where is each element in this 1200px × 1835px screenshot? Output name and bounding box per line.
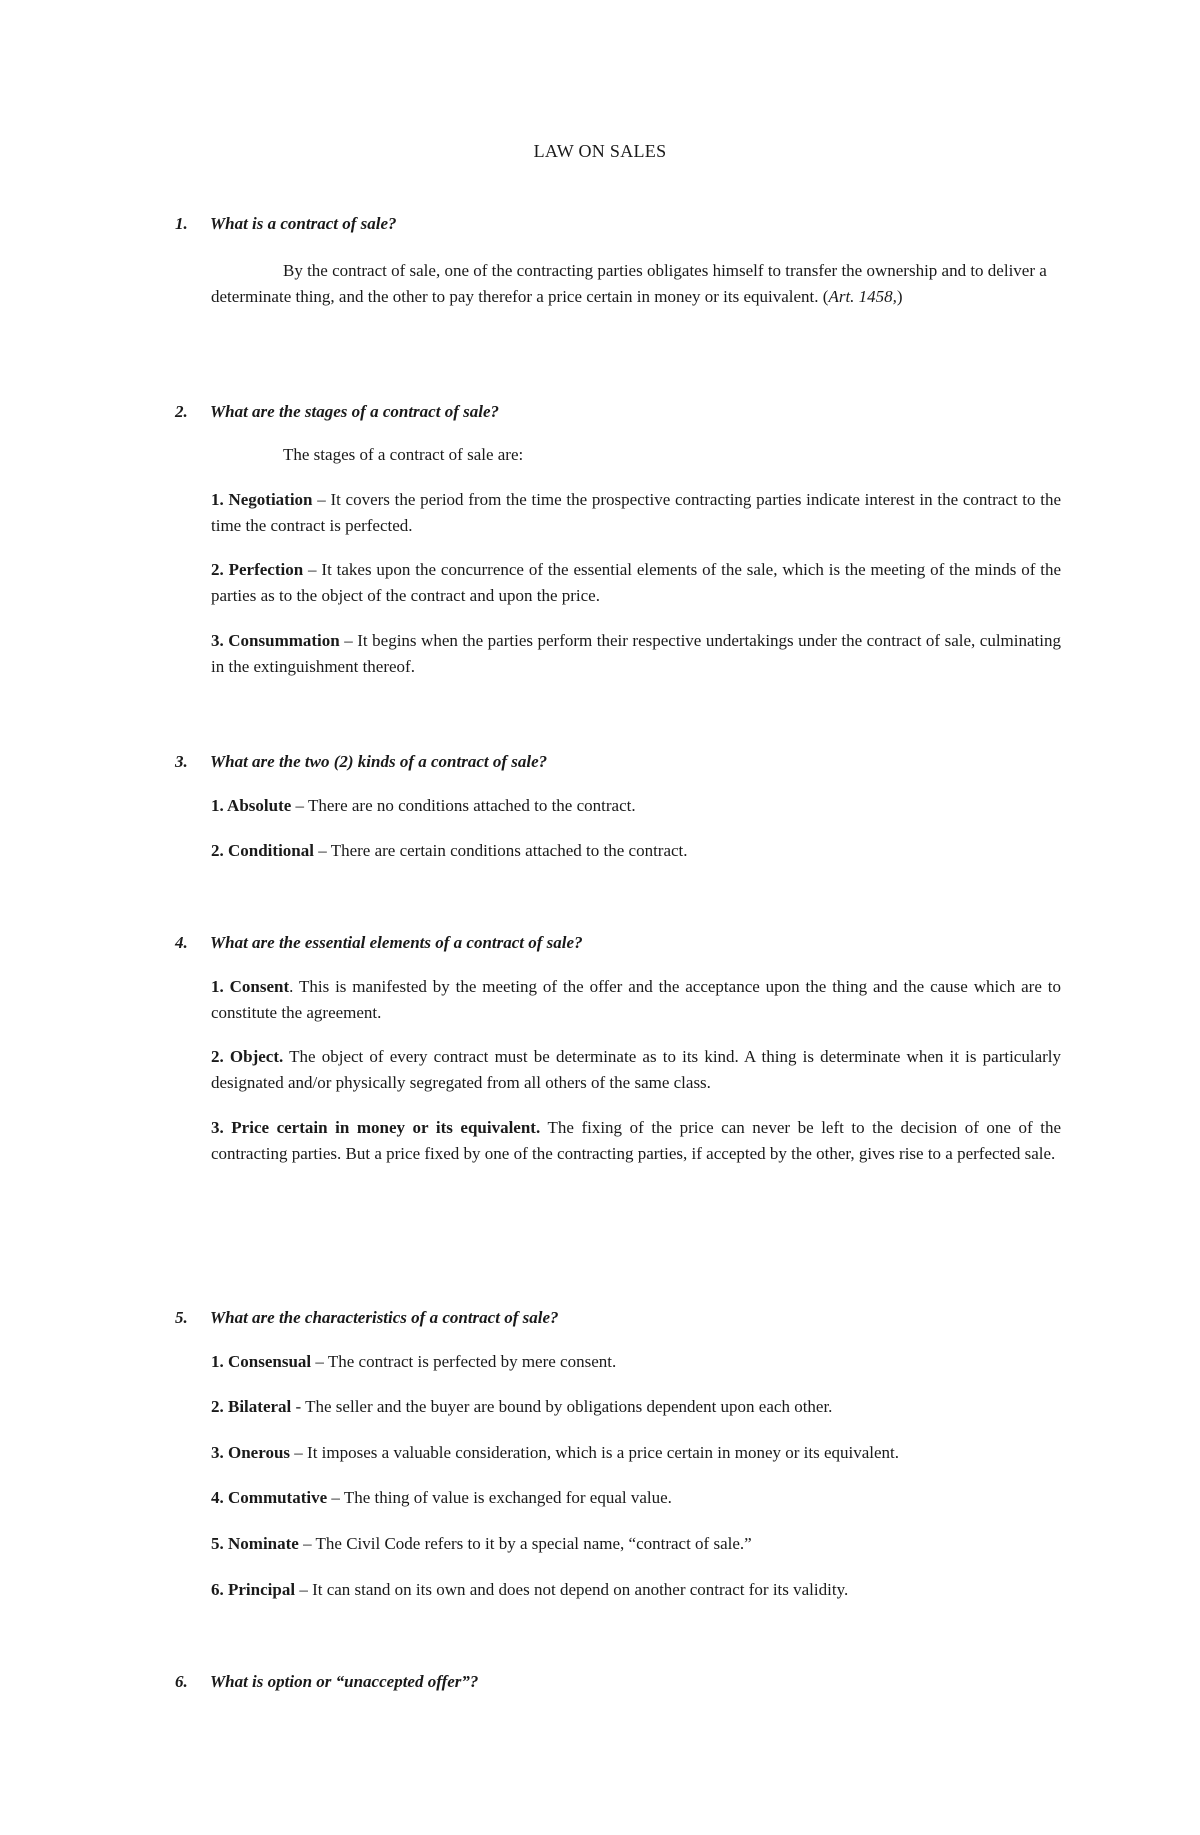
item-separator: – bbox=[295, 1580, 313, 1599]
list-item bbox=[211, 974, 1061, 1026]
item-label: 1. Consent bbox=[211, 977, 290, 996]
item-label: 3. Onerous bbox=[211, 1443, 291, 1462]
item-label: 3. Consummation bbox=[211, 631, 340, 650]
item-label: 2. Object. bbox=[211, 1047, 284, 1066]
answer-body: By the contract of sale, one of the contracting parties obligates himself to transfer the ownership and to deliver a determinate thing, and the other to pay therefor a price certain in money or its equivalent. ( bbox=[211, 261, 1047, 306]
question-number: 3. bbox=[175, 752, 188, 771]
question-number: 6. bbox=[175, 1672, 188, 1691]
question-text: What is a contract of sale? bbox=[210, 214, 397, 233]
item-separator: – bbox=[313, 841, 331, 860]
question-text: What are the two (2) kinds of a contract of sale? bbox=[210, 752, 548, 771]
question-5 bbox=[175, 1308, 558, 1328]
item-separator: – bbox=[327, 1488, 344, 1507]
question-text: What is option or “unaccepted offer”? bbox=[210, 1672, 479, 1691]
list-item bbox=[211, 1577, 1061, 1603]
question-number: 1. bbox=[175, 214, 188, 233]
list-item bbox=[211, 838, 1061, 864]
list-item bbox=[211, 557, 1061, 609]
question-4 bbox=[175, 933, 583, 953]
document-title: LAW ON SALES bbox=[533, 141, 667, 161]
item-label: 5. Nominate bbox=[211, 1534, 299, 1553]
question-text: What are the characteristics of a contract of sale? bbox=[210, 1308, 559, 1327]
list-item bbox=[211, 487, 1061, 539]
item-label: 2. Perfection bbox=[211, 560, 304, 579]
item-text: It covers the period from the time the prospective contracting parties indicate interest in the contract to the time the contract is perfected. bbox=[211, 490, 1062, 535]
item-text: The object of every contract must be determinate as to its kind. A thing is determinate when it is particularly designated and/or physically segregated from all others of the same class. bbox=[211, 1047, 1062, 1092]
item-separator: – bbox=[312, 490, 331, 509]
question-number: 4. bbox=[175, 933, 188, 952]
item-separator: – bbox=[290, 1443, 308, 1462]
question-3 bbox=[175, 752, 547, 772]
item-text: It takes upon the concurrence of the essential elements of the sale, which is the meeting of the minds of the parties as to the object of the contract and upon the price. bbox=[211, 560, 1062, 605]
item-label: 6. Principal bbox=[211, 1580, 296, 1599]
question-number: 5. bbox=[175, 1308, 188, 1327]
item-text: The fixing of the price can never be left to the decision of one of the contracting parties. But a price fixed by one of the contracting parties, if accepted by the other, gives rise to a perfected sale. bbox=[211, 1118, 1061, 1163]
list-item bbox=[211, 793, 1061, 819]
item-text: The contract is perfected by mere consent. bbox=[327, 1352, 617, 1371]
item-text: It can stand on its own and does not depend on another contract for its validity. bbox=[312, 1580, 849, 1599]
item-separator: . bbox=[289, 977, 299, 996]
item-separator: – bbox=[339, 631, 358, 650]
item-label: 1. Consensual bbox=[211, 1352, 312, 1371]
item-separator: – bbox=[303, 560, 322, 579]
citation-close: ) bbox=[896, 287, 903, 306]
item-label: 2. Bilateral bbox=[211, 1397, 292, 1416]
item-text: The Civil Code refers to it by a special name, “contract of sale.” bbox=[315, 1534, 752, 1553]
item-separator: – bbox=[298, 1534, 316, 1553]
question-number: 2. bbox=[175, 402, 188, 421]
item-text: It imposes a valuable consideration, which is a price certain in money or its equivalent. bbox=[307, 1443, 900, 1462]
item-text: There are certain conditions attached to the contract. bbox=[330, 841, 688, 860]
item-text: It begins when the parties perform their respective undertakings under the contract of sale, culminating in the extinguishment thereof. bbox=[211, 631, 1061, 676]
item-label: 4. Commutative bbox=[211, 1488, 328, 1507]
answer-1 bbox=[211, 258, 1061, 310]
list-item bbox=[211, 1115, 1061, 1167]
article-citation: Art. 1458, bbox=[828, 287, 897, 306]
item-label: 1. Absolute bbox=[211, 796, 292, 815]
list-item bbox=[211, 1440, 1061, 1466]
item-label: 1. Negotiation bbox=[211, 490, 313, 509]
question-text: What are the essential elements of a contract of sale? bbox=[210, 933, 583, 952]
item-text: There are no conditions attached to the contract. bbox=[308, 796, 636, 815]
item-separator: - bbox=[291, 1397, 306, 1416]
question-6 bbox=[175, 1672, 478, 1692]
list-item bbox=[211, 1394, 1061, 1420]
question-1 bbox=[175, 214, 397, 234]
question-2 bbox=[175, 402, 499, 422]
list-item bbox=[211, 1485, 1061, 1511]
item-separator: – bbox=[311, 1352, 328, 1371]
item-text: The seller and the buyer are bound by obligations dependent upon each other. bbox=[305, 1397, 833, 1416]
item-text: This is manifested by the meeting of the offer and the acceptance upon the thing and the cause which are to constitute the agreement. bbox=[211, 977, 1061, 1022]
list-item bbox=[211, 1531, 1061, 1557]
item-label: 3. Price certain in money or its equivalent. bbox=[211, 1118, 541, 1137]
list-item bbox=[211, 1044, 1061, 1096]
item-text: The thing of value is exchanged for equal value. bbox=[343, 1488, 672, 1507]
list-item bbox=[211, 628, 1061, 680]
list-item bbox=[211, 1349, 1061, 1375]
item-separator: – bbox=[291, 796, 308, 815]
answer-2-intro: The stages of a contract of sale are: bbox=[283, 445, 524, 464]
item-label: 2. Conditional bbox=[211, 841, 314, 860]
question-text: What are the stages of a contract of sale? bbox=[210, 402, 499, 421]
